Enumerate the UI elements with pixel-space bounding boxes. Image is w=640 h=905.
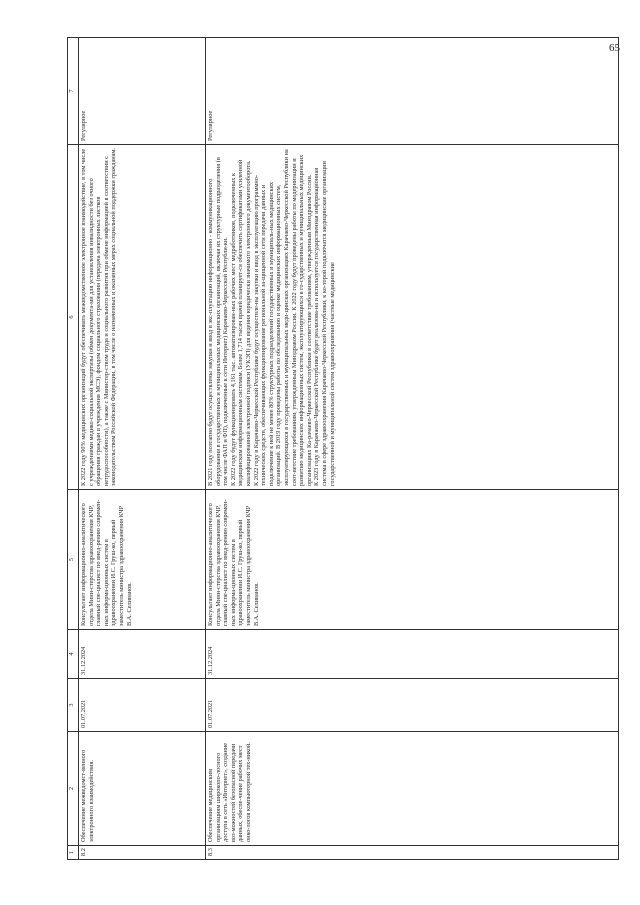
expected-result (79, 145, 206, 490)
end-date: 31.12.2024 (79, 630, 206, 679)
expected-result (206, 145, 619, 490)
result-paragraph: К 2022 году будут функционировать 4,161 тыс. автоматизирован-ных рабочих мест медработников, подключенных к медицинским информационным системам. Более 1,714 тысяч врачей планирует-ся обеспечить сертификатами усиленной квалифицированной электронной подписи (УКЭП) для ведения юридически значимого электронного документооборота. (229, 159, 252, 486)
column-header: 4 (68, 630, 79, 679)
responsible-persons: Консультант информационно-аналитического отдела Мини-стерства здравоохранения КЧР, главный спе-циалист по внед-рению современ-ных информа-ционных систем в здравоохранении И.С. Груш-ко, первый заместитель министра здравоохранения КЧР В.А. Селиванов. (79, 490, 206, 630)
column-header: 1 (68, 846, 79, 860)
column-header: 7 (68, 38, 79, 145)
column-header: 2 (68, 732, 79, 846)
start-date: 01.07.2021 (206, 679, 619, 732)
activity-type: Регулярное (79, 38, 206, 145)
row-number: 8.2 (79, 846, 206, 860)
result-paragraph: К 2022 году в Карачаево-Черкесской Республике будут осуществле-ны закупки и ввод в эксплуатацию программно-технических средств, обеспечивающих функционирование региональной за-щищенной сети передачи данных и подключение к ней не менее 80% структурных подразделений государственных и муниципаль-ных медицинских организаций. В 2019 году проведены работы по обследованию и оценке медицинских информационных систем, эксплуатирующихся в государственных и муниципальных меди-цинских организациях Карачаево-Черкесской Республики на соот-ветствие требованиям, утвержденным Минздравом России. К 2022 году будут проведены работы по модернизации и развитию медицинских информационных систем, эксплуатирующихся в го-сударственных и муниципальных медицинских организациях Ка-рачаево-Черкесской Республики в соответствие требованиям, утвержденным Минздравом России. (252, 149, 313, 486)
column-header: 6 (68, 145, 79, 490)
page-number: 65 (609, 42, 620, 54)
column-header: 5 (68, 490, 79, 630)
result-paragraph: К 2023 году в Карачаево-Черкесской Республике будет реализова-на и используется государственная информационная система в сфере здравоохранения Карачаево-Черкесской Республики, к ко-торой подключатся медицинские организации государственной и муниципальной систем здравоохранения (частные медицинские (313, 161, 336, 486)
table-row (79, 38, 206, 860)
table-row (206, 38, 619, 860)
column-header: 3 (68, 679, 79, 732)
activity-type: Регулярное (206, 38, 619, 145)
result-paragraph: К 2022 году 90% медицинских организаций будут обеспечивать межведомственное электронное взаимодействие, в том числе с учреждениями медико-социальной экспертизы (обмен документа-ми для установления инвалидности без очного обращения граждан в учреждения МСЭ), фондом социального страхования (передача электронных листков нетрудоспособности), а также с Министер-ством труда и социального развития при обмене информацией в соответствии с законодательством Российской Федерации, в том числе о назначенных и оказанных мерах социальной поддержки гражданам. (80, 148, 118, 486)
activity-name: Обеспечение межведомст-венного электронного взаимодействия. (79, 732, 206, 846)
start-date: 01.07.2021 (79, 679, 206, 732)
end-date: 31.12.2024 (206, 630, 619, 679)
header-row (68, 38, 79, 860)
rotated-table-container (67, 38, 627, 860)
activity-name: Обеспечение медицинским организациям широкопо-лосного доступа в сеть «Интернет», создание воз-можностей безопасной передачи данных, обеспе-чение рабочих мест онко-логов компьютерной тех-никой. (206, 732, 619, 846)
result-paragraph: В 2021 году поэтапно будут осуществлены закупки и ввод в экс-плуатацию информационно - коммуникационного оборудования в государственных и муниципальных медицинских организаций, включая их структурные подразделения (в том числе ФАП и ФП), подключенные к сети Интернет) Карачаево-Черкесской Республи-ки. (207, 157, 230, 486)
plan-table (67, 37, 619, 860)
responsible-persons: Консультант информационно-аналитического отдела Мини-стерства здравоохранения КЧР, главный спе-циалист по внед-рению современ-ных информа-ционных систем в здравоохранении И.С. Груш-ко, первый заместитель министра здравоохранения КЧР В.А. Селиванов. (206, 490, 619, 630)
row-number: 8.3 (206, 846, 619, 860)
